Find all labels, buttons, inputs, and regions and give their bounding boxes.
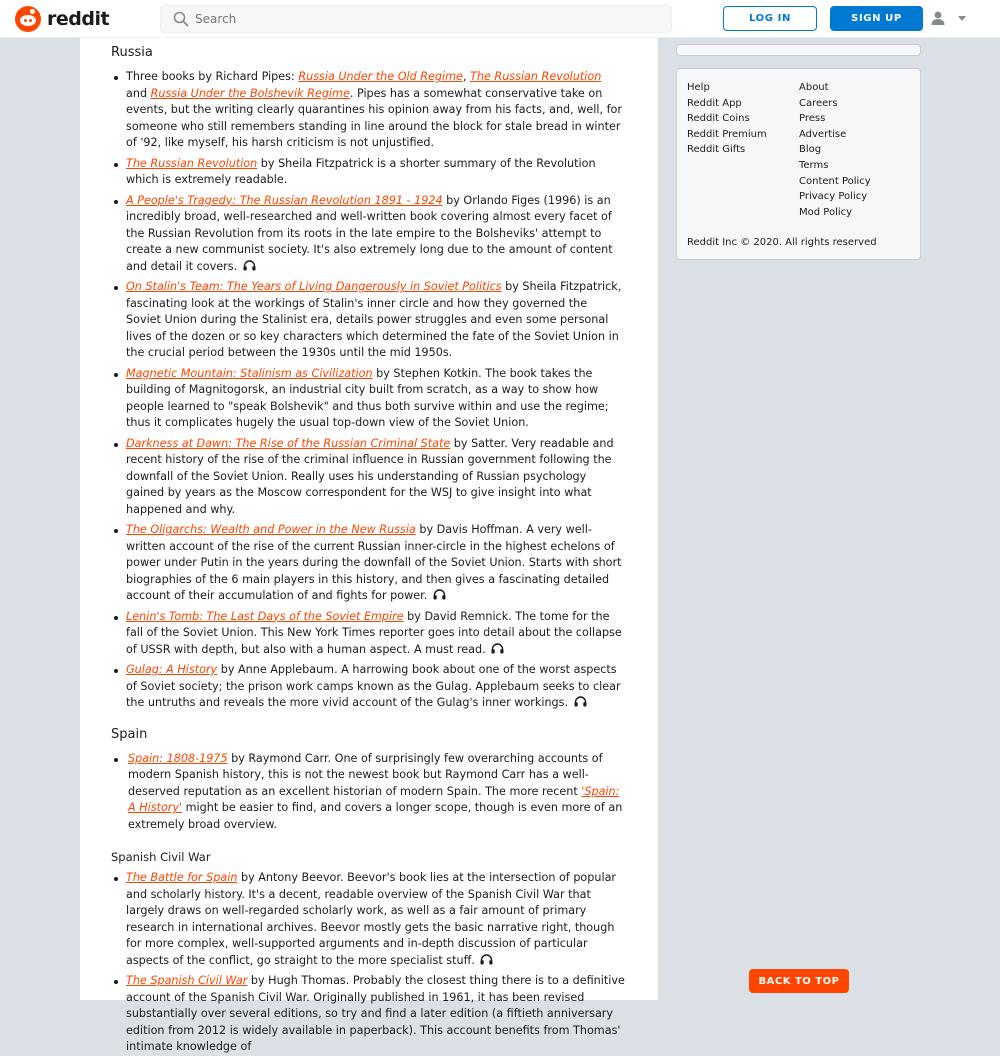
logo-wordmark: reddit <box>47 8 110 30</box>
back-to-top-button[interactable]: BACK TO TOP <box>749 969 849 993</box>
post-content <box>80 38 658 1053</box>
wiki-body <box>80 38 625 1056</box>
reddit-logo[interactable] <box>15 6 109 32</box>
headphones-icon <box>491 643 504 654</box>
login-button[interactable]: LOG IN <box>723 6 817 31</box>
footer-links-widget <box>676 68 921 260</box>
footer-link-reddit-premium[interactable]: Reddit Premium <box>687 128 767 140</box>
book-link[interactable]: A People's Tragedy: The Russian Revolution 1891 - 1924 <box>126 193 443 207</box>
russia-book-list <box>111 69 625 712</box>
footer-link-careers[interactable]: Careers <box>799 97 838 109</box>
list-item: The Russian Revolution by Sheila Fitzpatrick is a shorter summary of the Revolution which is extremely readable. <box>111 156 625 189</box>
footer-link-advertise[interactable]: Advertise <box>799 128 847 140</box>
section-heading-spain: Spain <box>111 726 148 742</box>
chevron-down-icon <box>958 16 966 21</box>
top-bar <box>0 0 1000 38</box>
book-link[interactable]: The Oligarchs: Wealth and Power in the New Russia <box>126 523 416 536</box>
search-icon <box>173 11 189 27</box>
footer-link-press[interactable]: Press <box>799 113 826 125</box>
list-item: On Stalin's Team: The Years of Living Dangerously in Soviet Politics by Sheila Fitzpatrick, fascinating look at the workings of Stalin's inner circle and how they governed the Soviet Union during the Stalinist era, details power struggles and even some personal lives of the dozen or so key characters which determined the fate of the Soviet Union in the crucial period between the 1930s until the mid 1950s. <box>111 279 625 362</box>
book-link[interactable]: The Spanish Civil War <box>126 974 248 987</box>
book-link[interactable]: Spain: 1808-1975 <box>128 751 228 765</box>
book-link[interactable]: 'Spain: A History' <box>128 784 620 814</box>
footer-link-reddit-app[interactable]: Reddit App <box>687 97 742 109</box>
book-link[interactable]: Russia Under the Bolshevik Regime <box>150 86 350 100</box>
footer-link-reddit-coins[interactable]: Reddit Coins <box>687 113 750 125</box>
list-item: Darkness at Dawn: The Rise of the Russian Criminal State by Satter. Very readable and recent history of the rise of the criminal influence in Russian government following the downfall of the Soviet Union. Really uses his understanding of Russian psychology gained by years as the Moscow correspondent for the WSJ to give insight into what happened and why. <box>111 436 625 519</box>
spain-book-list <box>111 751 625 834</box>
section-heading-spanish-civil-war: Spanish Civil War <box>111 850 211 864</box>
book-link[interactable]: The Russian Revolution <box>126 156 258 170</box>
list-item: Magnetic Mountain: Stalinism as Civilization by Stephen Kotkin. The book takes the building of Magnitogorsk, an industrial city built from scratch, as a way to show how people learned to "speak Bolshevik" and thus both survive within and use the regime; thus it complicates hugely the usual top-down view of the Soviet Union. <box>111 366 625 432</box>
headphones-icon <box>480 954 493 965</box>
footer-links-column-1 <box>687 80 767 158</box>
book-link[interactable]: The Russian Revolution <box>470 70 602 83</box>
headphones-icon <box>433 589 446 600</box>
list-item: The Battle for Spain by Antony Beevor. Beevor's book lies at the intersection of popular and scholarly history. It's a decent, readable overview of the Spanish Civil War that largely draws on well-regarded scholarly work, as well as a fair amount of primary research in international archives. Beevor mostly gets the basic narrative right, though for more complex, well-supported arguments and in-depth discussion of particular aspects of the conflict, go straight to the more specialist stuff. <box>111 870 625 969</box>
signup-button[interactable]: SIGN UP <box>830 6 923 31</box>
sidebar-widget-collapsed <box>676 44 921 56</box>
headphones-icon <box>574 696 587 707</box>
footer-link-about[interactable]: About <box>799 82 829 93</box>
list-item: Three books by Richard Pipes: Russia Under the Old Regime, The Russian Revolution and Russia Under the Bolshevik Regime. Pipes has a somewhat conservative take on events, but the writing clearly quarantines his opinion away from his facts, and, well, for someone who still remembers standing in line around the block for stale bread in winter of '92, like myself, his harsh criticism is not unjustified. <box>111 69 625 152</box>
footer-link-blog[interactable]: Blog <box>799 144 822 156</box>
footer-link-content-policy[interactable]: Content Policy <box>799 175 871 187</box>
book-link[interactable]: On Stalin's Team: The Years of Living Dangerously in Soviet Politics <box>126 280 502 293</box>
copyright-text: Reddit Inc © 2020. All rights reserved <box>687 237 877 248</box>
book-link[interactable]: Russia Under the Old Regime <box>298 70 463 83</box>
footer-link-mod-policy[interactable]: Mod Policy <box>799 206 853 218</box>
book-link[interactable]: Gulag: A History <box>126 663 218 676</box>
list-item: Spain: 1808-1975 by Raymond Carr. One of surprisingly few overarching accounts of modern Spanish history, this is not the newest book but Raymond Carr has a well-deserved reputation as an excellent historian of modern Spain. The more recent 'Spain: A History' might be easier to find, and covers a longer scope, though is even more of an extremely broad overview. <box>111 751 625 834</box>
section-heading-russia: Russia <box>111 45 153 60</box>
user-dropdown[interactable] <box>930 10 966 26</box>
list-item: Lenin's Tomb: The Last Days of the Soviet Empire by David Remnick. The tome for the fall of the Soviet Union. This New York Times reporter goes into detail about the collapse of USSR with depth, but also with a human aspect. A must read. <box>111 609 625 659</box>
book-link[interactable]: Lenin's Tomb: The Last Days of the Soviet Empire <box>126 609 404 623</box>
headphones-icon <box>243 260 256 271</box>
search-input[interactable] <box>195 12 645 26</box>
book-link[interactable]: Darkness at Dawn: The Rise of the Russian Criminal State <box>126 436 451 450</box>
book-link[interactable]: Magnetic Mountain: Stalinism as Civilization <box>126 366 373 380</box>
list-item: Gulag: A History by Anne Applebaum. A harrowing book about one of the worst aspects of Soviet society; the prison work camps known as the Gulag. Applebaum seeks to clear the untruths and reveals the more vivid account of the Gulag's inner workings. <box>111 662 625 712</box>
footer-links-column-2 <box>799 80 871 220</box>
search-bar[interactable] <box>160 5 672 33</box>
list-item: The Oligarchs: Wealth and Power in the New Russia by Davis Hoffman. A very well-written account of the rise of the current Russian inner-circle in the highest echelons of power under Putin in the years during the downfall of the Soviet Union. Starts with short biographies of the 6 main players in this history, and then gives a fascinating detailed account of their accumulation of and fights for power. <box>111 522 625 605</box>
book-link[interactable]: The Battle for Spain <box>126 871 238 884</box>
footer-link-terms[interactable]: Terms <box>799 159 829 171</box>
footer-link-privacy-policy[interactable]: Privacy Policy <box>799 191 868 203</box>
reddit-alien-icon <box>15 6 41 32</box>
user-icon <box>930 10 946 26</box>
list-item: A People's Tragedy: The Russian Revolution 1891 - 1924 by Orlando Figes (1996) is an incredibly broad, well-researched and well-written book covering almost every facet of the Russian Revolution from its roots in the late empire to the Bolsheviks' attempt to create a new communist society. It's also extremely long due to the amount of content and detail it covers. <box>111 193 625 276</box>
spanish-civil-war-book-list <box>111 870 625 1056</box>
footer-link-reddit-gifts[interactable]: Reddit Gifts <box>687 144 746 156</box>
footer-link-help[interactable]: Help <box>687 82 710 93</box>
list-item: The Spanish Civil War by Hugh Thomas. Probably the closest thing there is to a definitive account of the Spanish Civil War. Originally published in 1961, it has been revised substantially over several editions, so try and find a later edition (a fiftieth anniversary edition from 2012 is widely available in paperback). This account benefits from Thomas' intimate knowledge of <box>111 973 625 1056</box>
